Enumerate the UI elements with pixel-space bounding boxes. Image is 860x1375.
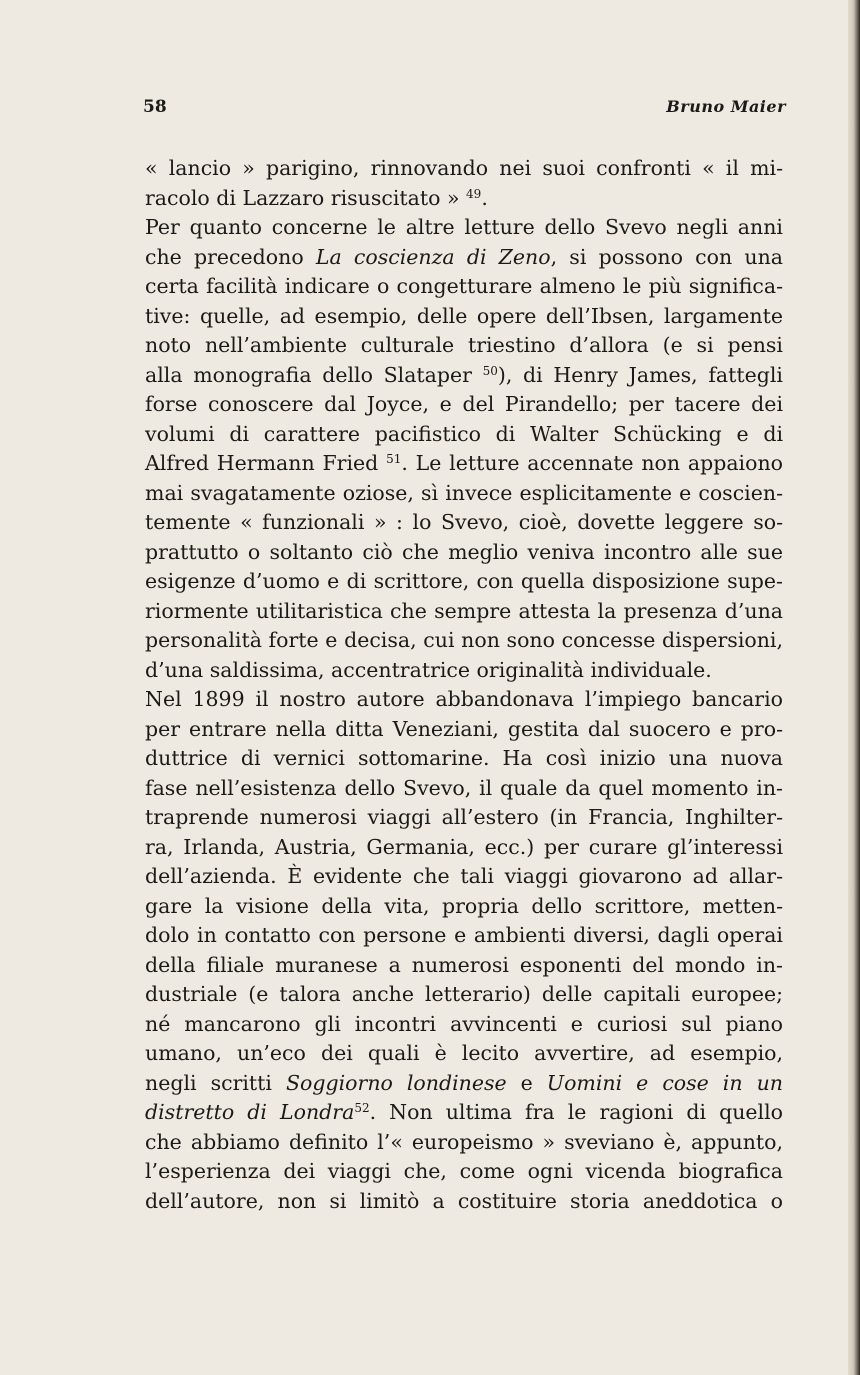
line-text: personalità forte e decisa, cui non sono concesse dispersioni, [145, 628, 783, 652]
running-head: Bruno Maier [666, 97, 786, 116]
line-text: , si possono con una [550, 244, 783, 269]
text-line [145, 715, 783, 745]
line-text: tive: quelle, ad esempio, delle opere dell’Ibsen, largamente [145, 303, 783, 328]
line-text: Nel 1899 il nostro autore abbandonava l’impiego bancario [145, 687, 783, 711]
text-line [145, 656, 783, 686]
line-text: che abbiamo definito l’« europeismo » sveviano è, appunto, [145, 1129, 783, 1154]
text-line [145, 390, 783, 420]
italic-title: Soggiorno londinese [285, 1070, 507, 1095]
body-text [145, 154, 783, 1216]
line-text: né mancarono gli incontri avvincenti e curiosi sul piano [145, 1011, 783, 1036]
page-number: 58 [143, 97, 167, 117]
line-text: . [481, 185, 488, 210]
text-line [145, 803, 783, 833]
text-line [145, 567, 783, 597]
footnote-ref: 51 [386, 452, 402, 466]
footnote-ref: 52 [354, 1101, 370, 1115]
text-line [145, 361, 783, 391]
line-text: e [506, 1070, 547, 1095]
line-text: ), di Henry James, fattegli [497, 362, 783, 387]
text-line [145, 951, 783, 981]
text-line [145, 1098, 783, 1128]
text-line [145, 980, 783, 1010]
line-text: duttrice di vernici sottomarine. Ha così inizio una nuova [145, 746, 783, 770]
line-text: mai svagatamente oziose, sì invece esplicitamente e coscien- [145, 480, 783, 505]
line-text: dell’autore, non si limitò a costituire storia aneddotica o [145, 1188, 783, 1213]
text-line [145, 479, 783, 509]
line-text: . Non ultima fra le ragioni di quello [369, 1100, 783, 1124]
line-text: della filiale muranese a numerosi esponenti del mondo in- [145, 952, 783, 977]
italic-title: La coscienza di Zeno [315, 244, 551, 269]
text-line [145, 1187, 783, 1217]
text-line [145, 1010, 783, 1040]
line-text: per entrare nella ditta Veneziani, gestita dal suocero e pro- [145, 716, 783, 741]
line-text: prattutto o soltanto ciò che meglio veniva incontro alle sue [145, 539, 783, 564]
line-text: « lancio » parigino, rinnovando nei suoi confronti « il mi- [145, 156, 783, 180]
line-text: . Le letture accennate non appaiono [401, 451, 783, 475]
line-text: umano, un’eco dei quali è lecito avvertire, ad esempio, [145, 1041, 783, 1065]
text-line [145, 892, 783, 922]
text-line [145, 508, 783, 538]
text-line [145, 331, 783, 361]
line-text: Alfred Hermann Fried [145, 451, 387, 475]
text-line [145, 1069, 783, 1099]
text-line [145, 449, 783, 479]
line-text: dell’azienda. È evidente che tali viaggi giovarono ad allar- [145, 864, 783, 888]
footnote-ref: 49 [466, 186, 482, 201]
line-text: negli scritti [145, 1070, 286, 1095]
line-text: dolo in contatto con persone e ambienti diversi, dagli operai [145, 923, 783, 947]
footnote-ref: 50 [482, 363, 498, 378]
text-line [145, 685, 783, 715]
text-line [145, 420, 783, 450]
text-line [145, 774, 783, 804]
text-line [145, 626, 783, 656]
line-text: esigenze d’uomo e di scrittore, con quella disposizione supe- [145, 569, 783, 593]
text-line [145, 1157, 783, 1187]
book-spine-shadow [848, 0, 860, 1375]
line-text: gare la visione della vita, propria dello scrittore, metten- [145, 893, 783, 918]
line-text: Per quanto concerne le altre letture dello Svevo negli anni [145, 215, 783, 239]
line-text: traprende numerosi viaggi all’estero (in Francia, Inghilter- [145, 805, 783, 829]
line-text: dustriale (e talora anche letterario) delle capitali europee; [145, 982, 783, 1006]
text-line [145, 154, 783, 184]
text-line [145, 597, 783, 627]
text-line [145, 302, 783, 332]
line-text: riormente utilitaristica che sempre attesta la presenza d’una [145, 598, 783, 623]
text-line [145, 862, 783, 892]
text-line [145, 1039, 783, 1069]
text-line [145, 272, 783, 302]
line-text: fase nell’esistenza dello Svevo, il quale da quel momento in- [145, 775, 783, 800]
line-text: ra, Irlanda, Austria, Germania, ecc.) per curare gl’interessi [145, 834, 783, 859]
text-line [145, 184, 783, 214]
line-text: l’esperienza dei viaggi che, come ogni vicenda biografica [145, 1159, 783, 1183]
italic-title: Uomini e cose in un [546, 1070, 783, 1095]
text-line [145, 921, 783, 951]
text-line [145, 833, 783, 863]
line-text: noto nell’ambiente culturale triestino d’allora (e si pensi [145, 333, 783, 357]
italic-title: distretto di Londra [145, 1100, 355, 1124]
line-text: temente « funzionali » : lo Svevo, cioè, dovette leggere so- [145, 510, 783, 534]
line-text: che precedono [145, 244, 316, 269]
line-text: volumi di carattere pacifistico di Walter Schücking e di [145, 421, 783, 446]
text-line [145, 744, 783, 774]
line-text: certa facilità indicare o congetturare almeno le più significa- [145, 274, 783, 298]
text-line [145, 213, 783, 243]
text-line [145, 243, 783, 273]
line-text: racolo di Lazzaro risuscitato » [145, 185, 467, 210]
text-line [145, 538, 783, 568]
line-text: d’una saldissima, accentratrice originalità individuale. [145, 657, 712, 682]
line-text: alla monografia dello Slataper [145, 362, 483, 387]
line-text: forse conoscere dal Joyce, e del Pirandello; per tacere dei [145, 392, 783, 416]
text-line [145, 1128, 783, 1158]
